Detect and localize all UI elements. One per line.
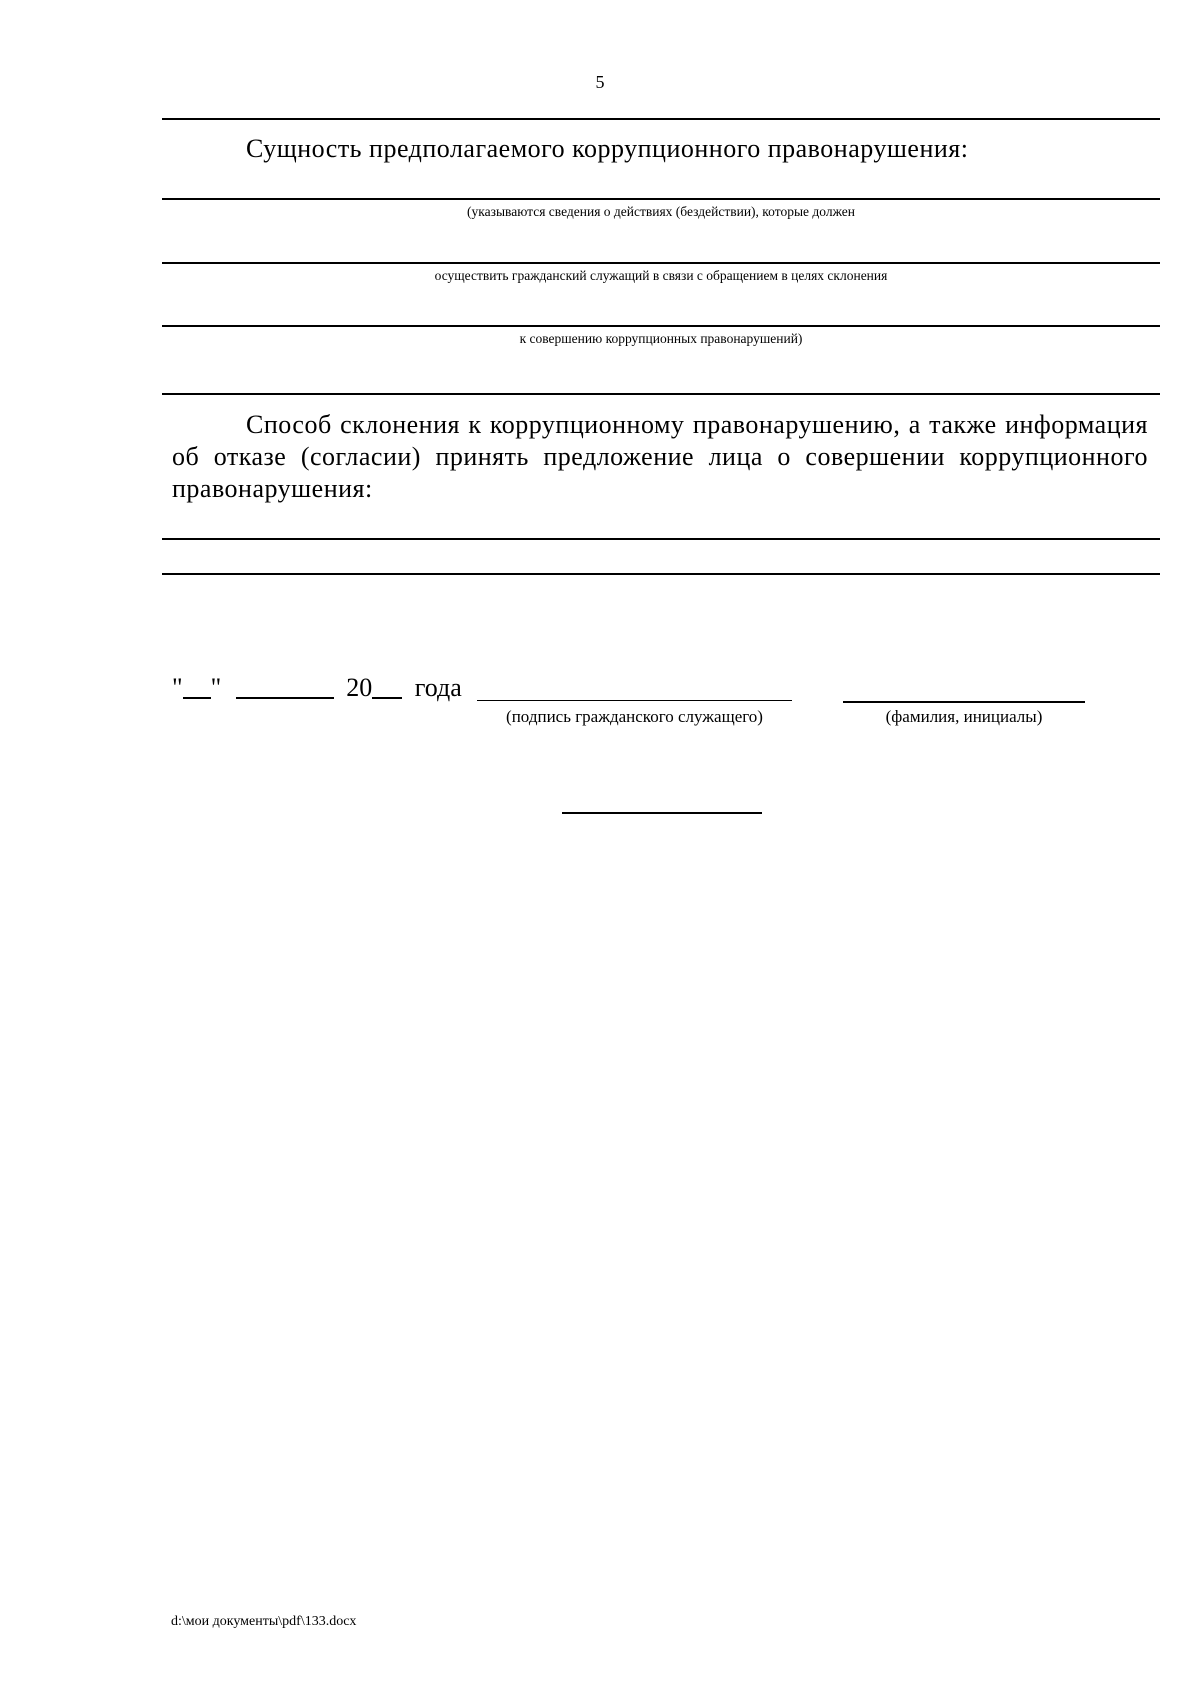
fill-line xyxy=(162,573,1160,575)
section-heading-essence: Сущность предполагаемого коррупционного правонарушения: xyxy=(246,134,969,163)
fill-line xyxy=(162,325,1160,327)
fill-line xyxy=(162,538,1160,540)
fill-line xyxy=(162,262,1160,264)
section-heading-method: Способ склонения к коррупционному правонарушению, а также информация об отказе (согласии) принять предложение лица о совершении коррупционного правонарушения: xyxy=(172,410,1148,503)
signature-caption: (подпись гражданского служащего) xyxy=(506,707,763,726)
day-blank xyxy=(183,697,211,699)
field-caption: осуществить гражданский служащий в связи с обращением в целях склонения xyxy=(434,268,888,283)
year-blank xyxy=(372,697,402,699)
name-caption: (фамилия, инициалы) xyxy=(885,707,1043,726)
fill-line xyxy=(162,393,1160,395)
end-rule xyxy=(562,812,762,814)
top-rule xyxy=(162,118,1160,120)
date-row xyxy=(172,673,462,703)
signature-line xyxy=(477,700,792,701)
field-caption: к совершению коррупционных правонарушений) xyxy=(519,331,803,346)
field-caption: (указываются сведения о действиях (бездействии), которые должен xyxy=(467,204,855,219)
month-blank xyxy=(236,697,334,699)
name-line xyxy=(843,701,1085,703)
fill-line xyxy=(162,198,1160,200)
year-prefix: 20 xyxy=(346,673,373,702)
quote-close: " xyxy=(210,673,222,702)
page-number: 5 xyxy=(595,72,605,92)
footer-file-path: d:\мои документы\pdf\133.docx xyxy=(171,1614,357,1629)
quote-open: " xyxy=(172,673,183,702)
year-suffix: года xyxy=(414,673,462,702)
